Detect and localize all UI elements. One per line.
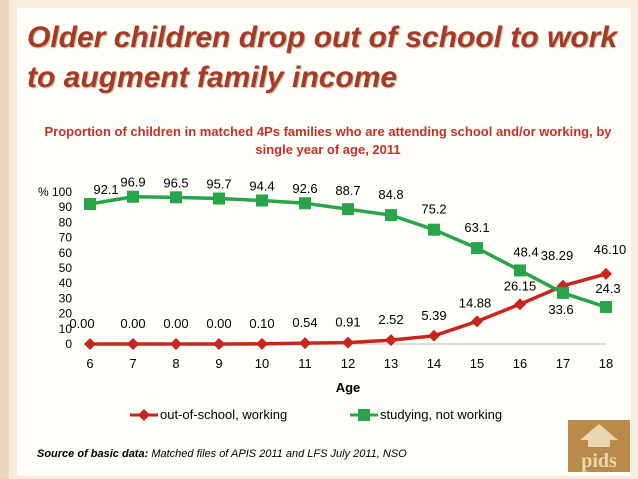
data-point-diamond bbox=[170, 338, 182, 350]
y-tick-label: 20 bbox=[58, 306, 72, 321]
chart-legend bbox=[130, 404, 570, 426]
source-note bbox=[37, 448, 557, 460]
data-label: 14.88 bbox=[458, 295, 492, 311]
legend-label: out-of-school, working bbox=[160, 407, 288, 422]
data-label: 0.00 bbox=[120, 316, 146, 331]
y-tick-label: 80 bbox=[58, 215, 72, 230]
data-label: 0.00 bbox=[206, 316, 232, 331]
y-tick-label: 40 bbox=[58, 276, 72, 291]
data-point-square bbox=[600, 301, 612, 313]
data-label: 24.3 bbox=[595, 281, 621, 297]
x-tick-label: 6 bbox=[86, 356, 94, 371]
data-point-diamond bbox=[256, 338, 268, 350]
y-tick-label: 60 bbox=[58, 245, 72, 260]
data-point-diamond bbox=[342, 337, 354, 349]
x-tick-label: 14 bbox=[426, 356, 442, 371]
data-point-diamond bbox=[299, 337, 311, 349]
data-point-square bbox=[514, 264, 526, 276]
data-point-square bbox=[342, 203, 354, 215]
y-tick-label: 70 bbox=[58, 230, 72, 245]
y-tick-label: 10 bbox=[58, 321, 72, 336]
data-label: 0.00 bbox=[163, 316, 189, 331]
data-label: 96.5 bbox=[163, 175, 189, 191]
data-label: 0.10 bbox=[249, 315, 275, 331]
data-label: 63.1 bbox=[464, 220, 490, 236]
x-tick-label: 18 bbox=[598, 356, 614, 371]
data-point-square bbox=[84, 198, 96, 210]
data-label: 94.4 bbox=[249, 178, 275, 194]
data-point-square bbox=[213, 193, 225, 205]
x-tick-label: 11 bbox=[298, 356, 312, 371]
data-point-diamond bbox=[213, 338, 225, 350]
data-label: 2.52 bbox=[378, 312, 404, 328]
legend-label: studying, not working bbox=[380, 407, 503, 422]
data-label: 26.15 bbox=[503, 278, 537, 294]
data-point-square bbox=[256, 195, 268, 207]
data-point-diamond bbox=[514, 298, 526, 310]
logo-text: pids bbox=[581, 450, 617, 472]
data-point-diamond bbox=[127, 338, 139, 350]
data-label: 5.39 bbox=[421, 307, 447, 323]
data-label: 88.7 bbox=[335, 183, 361, 199]
slide-title: Older children drop out of school to work to augment family income bbox=[27, 21, 618, 94]
data-point-diamond bbox=[600, 268, 612, 280]
chart-title: Proportion of children in matched 4Ps families who are attending school and/or working, by single year of age, 2011 bbox=[44, 124, 612, 157]
source-label: Source of basic data: bbox=[37, 448, 149, 460]
data-point-square bbox=[428, 224, 440, 236]
data-label: 95.7 bbox=[206, 176, 232, 192]
data-point-square bbox=[127, 191, 139, 203]
data-point-square bbox=[471, 242, 483, 254]
data-label: 46.10 bbox=[593, 241, 627, 257]
data-label: 75.2 bbox=[421, 201, 447, 217]
x-tick-label: 9 bbox=[215, 356, 223, 371]
x-tick-label: 8 bbox=[172, 356, 180, 371]
x-tick-label: 7 bbox=[129, 356, 137, 371]
x-tick-label: 17 bbox=[555, 356, 571, 371]
data-label: 84.8 bbox=[378, 187, 404, 203]
decorative-stripe bbox=[0, 0, 9, 479]
legend-swatch-square bbox=[350, 407, 378, 423]
data-label: 33.6 bbox=[548, 301, 574, 317]
x-tick-label: 10 bbox=[254, 356, 270, 371]
data-label: 92.1 bbox=[93, 182, 119, 198]
y-axis-label: % bbox=[38, 185, 49, 199]
x-tick-label: 16 bbox=[512, 356, 528, 371]
source-text: Matched files of APIS 2011 and LFS July 2011, NSO bbox=[151, 448, 407, 460]
data-label: 96.9 bbox=[120, 174, 146, 190]
y-tick-label: 30 bbox=[58, 291, 72, 306]
legend-swatch-diamond bbox=[130, 407, 158, 423]
data-label: 92.6 bbox=[292, 181, 318, 197]
y-tick-label: 50 bbox=[58, 261, 72, 275]
data-point-square bbox=[557, 287, 569, 299]
data-point-square bbox=[299, 197, 311, 209]
x-tick-label: 12 bbox=[340, 356, 356, 371]
x-axis-title: Age bbox=[335, 380, 361, 395]
data-point-diamond bbox=[84, 338, 96, 350]
data-label: 0.00 bbox=[69, 316, 95, 331]
y-tick-label: 90 bbox=[58, 200, 72, 215]
data-label: 38.29 bbox=[540, 247, 574, 263]
pids-logo bbox=[568, 420, 630, 472]
x-tick-label: 15 bbox=[469, 356, 485, 371]
data-point-diamond bbox=[471, 315, 483, 327]
data-point-square bbox=[170, 191, 182, 203]
data-label: 0.54 bbox=[292, 315, 318, 331]
data-point-square bbox=[385, 209, 397, 221]
data-point-diamond bbox=[428, 330, 440, 342]
data-label: 0.91 bbox=[335, 314, 361, 330]
x-tick-label: 13 bbox=[383, 356, 399, 371]
y-tick-label: 0 bbox=[65, 337, 72, 351]
line-chart bbox=[28, 172, 627, 404]
y-tick-label: 100 bbox=[51, 185, 72, 199]
data-label: 48.4 bbox=[513, 244, 539, 260]
